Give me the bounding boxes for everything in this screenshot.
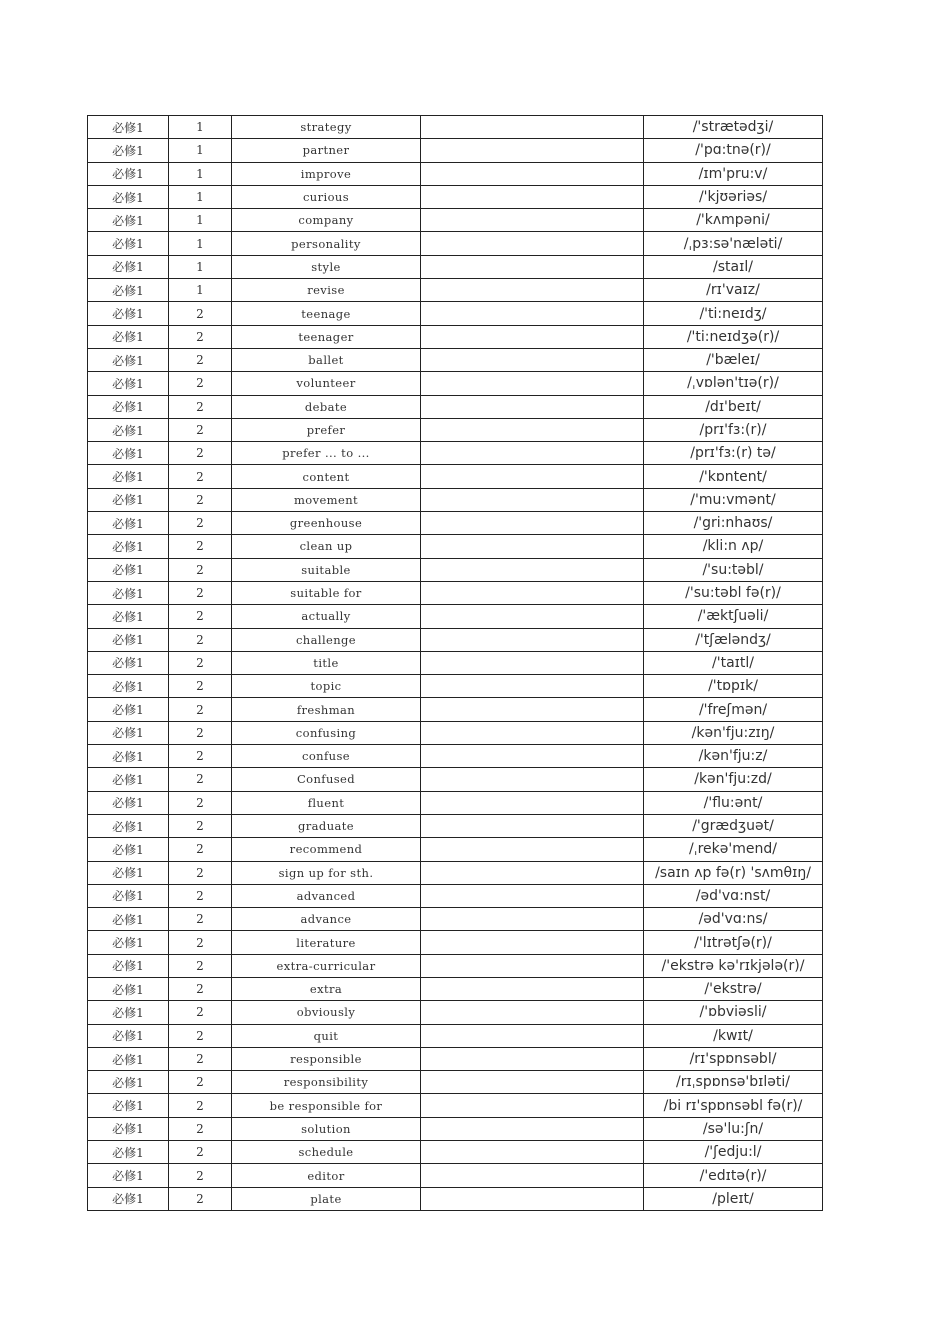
pronunciation-cell: /'tɒpɪk/ <box>644 675 823 698</box>
unit-cell: 2 <box>169 325 232 348</box>
table-row <box>88 1001 823 1024</box>
unit-cell: 2 <box>169 1164 232 1187</box>
table-row <box>88 139 823 162</box>
meaning-cell <box>421 1094 644 1117</box>
table-row <box>88 814 823 837</box>
unit-cell: 1 <box>169 279 232 302</box>
vocabulary-table-body <box>88 116 823 1211</box>
table-row <box>88 954 823 977</box>
textbook-cell: 必修1 <box>88 581 169 604</box>
unit-cell: 2 <box>169 698 232 721</box>
word-cell: debate <box>232 395 421 418</box>
meaning-cell <box>421 1024 644 1047</box>
unit-cell: 2 <box>169 1187 232 1210</box>
table-row <box>88 721 823 744</box>
meaning-cell <box>421 348 644 371</box>
table-row <box>88 512 823 535</box>
pronunciation-cell: /'kjʊəriəs/ <box>644 185 823 208</box>
table-row <box>88 488 823 511</box>
pronunciation-cell: /'pɑ:tnə(r)/ <box>644 139 823 162</box>
textbook-cell: 必修1 <box>88 954 169 977</box>
table-row <box>88 605 823 628</box>
meaning-cell <box>421 628 644 651</box>
unit-cell: 1 <box>169 232 232 255</box>
unit-cell: 2 <box>169 768 232 791</box>
unit-cell: 2 <box>169 745 232 768</box>
meaning-cell <box>421 1141 644 1164</box>
textbook-cell: 必修1 <box>88 488 169 511</box>
meaning-cell <box>421 232 644 255</box>
unit-cell: 2 <box>169 791 232 814</box>
pronunciation-cell: /prɪ'fɜ:(r)/ <box>644 418 823 441</box>
table-row <box>88 162 823 185</box>
meaning-cell <box>421 581 644 604</box>
meaning-cell <box>421 279 644 302</box>
textbook-cell: 必修1 <box>88 465 169 488</box>
table-row <box>88 1094 823 1117</box>
meaning-cell <box>421 372 644 395</box>
meaning-cell <box>421 302 644 325</box>
word-cell: actually <box>232 605 421 628</box>
word-cell: greenhouse <box>232 512 421 535</box>
unit-cell: 1 <box>169 255 232 278</box>
word-cell: style <box>232 255 421 278</box>
pronunciation-cell: /kwɪt/ <box>644 1024 823 1047</box>
textbook-cell: 必修1 <box>88 745 169 768</box>
unit-cell: 2 <box>169 535 232 558</box>
pronunciation-cell: /kən'fju:zɪŋ/ <box>644 721 823 744</box>
meaning-cell <box>421 418 644 441</box>
word-cell: prefer ... to ... <box>232 442 421 465</box>
word-cell: sign up for sth. <box>232 861 421 884</box>
textbook-cell: 必修1 <box>88 418 169 441</box>
textbook-cell: 必修1 <box>88 116 169 139</box>
word-cell: graduate <box>232 814 421 837</box>
word-cell: solution <box>232 1117 421 1140</box>
meaning-cell <box>421 465 644 488</box>
unit-cell: 2 <box>169 675 232 698</box>
unit-cell: 2 <box>169 814 232 837</box>
textbook-cell: 必修1 <box>88 977 169 1000</box>
table-row <box>88 1117 823 1140</box>
word-cell: fluent <box>232 791 421 814</box>
table-row <box>88 1187 823 1210</box>
word-cell: ballet <box>232 348 421 371</box>
textbook-cell: 必修1 <box>88 325 169 348</box>
unit-cell: 2 <box>169 348 232 371</box>
pronunciation-cell: /'gri:nhaʊs/ <box>644 512 823 535</box>
meaning-cell <box>421 1117 644 1140</box>
unit-cell: 2 <box>169 395 232 418</box>
unit-cell: 2 <box>169 908 232 931</box>
word-cell: prefer <box>232 418 421 441</box>
unit-cell: 2 <box>169 605 232 628</box>
word-cell: improve <box>232 162 421 185</box>
unit-cell: 2 <box>169 931 232 954</box>
word-cell: confuse <box>232 745 421 768</box>
unit-cell: 2 <box>169 372 232 395</box>
word-cell: clean up <box>232 535 421 558</box>
textbook-cell: 必修1 <box>88 1094 169 1117</box>
textbook-cell: 必修1 <box>88 372 169 395</box>
pronunciation-cell: /rɪˌspɒnsə'bɪləti/ <box>644 1071 823 1094</box>
textbook-cell: 必修1 <box>88 675 169 698</box>
table-row <box>88 861 823 884</box>
textbook-cell: 必修1 <box>88 698 169 721</box>
unit-cell: 2 <box>169 721 232 744</box>
word-cell: extra-curricular <box>232 954 421 977</box>
textbook-cell: 必修1 <box>88 185 169 208</box>
unit-cell: 2 <box>169 558 232 581</box>
meaning-cell <box>421 1071 644 1094</box>
table-row <box>88 535 823 558</box>
pronunciation-cell: /əd'vɑ:ns/ <box>644 908 823 931</box>
textbook-cell: 必修1 <box>88 279 169 302</box>
table-row <box>88 1141 823 1164</box>
word-cell: teenager <box>232 325 421 348</box>
unit-cell: 2 <box>169 581 232 604</box>
pronunciation-cell: /'ɒbviəsli/ <box>644 1001 823 1024</box>
meaning-cell <box>421 1187 644 1210</box>
textbook-cell: 必修1 <box>88 931 169 954</box>
word-cell: advance <box>232 908 421 931</box>
table-row <box>88 395 823 418</box>
word-cell: schedule <box>232 1141 421 1164</box>
pronunciation-cell: /'lɪtrətʃə(r)/ <box>644 931 823 954</box>
pronunciation-cell: /bi rɪ'spɒnsəbl fə(r)/ <box>644 1094 823 1117</box>
textbook-cell: 必修1 <box>88 535 169 558</box>
word-cell: advanced <box>232 884 421 907</box>
unit-cell: 2 <box>169 1071 232 1094</box>
table-row <box>88 465 823 488</box>
unit-cell: 1 <box>169 185 232 208</box>
pronunciation-cell: /prɪ'fɜ:(r) tə/ <box>644 442 823 465</box>
textbook-cell: 必修1 <box>88 628 169 651</box>
table-row <box>88 908 823 931</box>
textbook-cell: 必修1 <box>88 1187 169 1210</box>
pronunciation-cell: /'taɪtl/ <box>644 651 823 674</box>
meaning-cell <box>421 1001 644 1024</box>
textbook-cell: 必修1 <box>88 162 169 185</box>
word-cell: partner <box>232 139 421 162</box>
table-row <box>88 1024 823 1047</box>
pronunciation-cell: /'ti:neɪdʒ/ <box>644 302 823 325</box>
unit-cell: 2 <box>169 838 232 861</box>
pronunciation-cell: /'ekstrə/ <box>644 977 823 1000</box>
meaning-cell <box>421 931 644 954</box>
meaning-cell <box>421 745 644 768</box>
meaning-cell <box>421 977 644 1000</box>
word-cell: company <box>232 209 421 232</box>
unit-cell: 2 <box>169 1141 232 1164</box>
textbook-cell: 必修1 <box>88 1117 169 1140</box>
pronunciation-cell: /'grædʒuət/ <box>644 814 823 837</box>
meaning-cell <box>421 139 644 162</box>
unit-cell: 2 <box>169 628 232 651</box>
pronunciation-cell: /kli:n ʌp/ <box>644 535 823 558</box>
table-row <box>88 372 823 395</box>
pronunciation-cell: /'mu:vmənt/ <box>644 488 823 511</box>
meaning-cell <box>421 442 644 465</box>
textbook-cell: 必修1 <box>88 651 169 674</box>
meaning-cell <box>421 908 644 931</box>
textbook-cell: 必修1 <box>88 1001 169 1024</box>
word-cell: curious <box>232 185 421 208</box>
pronunciation-cell: /'su:təbl fə(r)/ <box>644 581 823 604</box>
pronunciation-cell: /'tʃæləndʒ/ <box>644 628 823 651</box>
word-cell: suitable for <box>232 581 421 604</box>
meaning-cell <box>421 1047 644 1070</box>
pronunciation-cell: /əd'vɑ:nst/ <box>644 884 823 907</box>
pronunciation-cell: /dɪ'beɪt/ <box>644 395 823 418</box>
word-cell: volunteer <box>232 372 421 395</box>
table-row <box>88 768 823 791</box>
unit-cell: 2 <box>169 651 232 674</box>
meaning-cell <box>421 535 644 558</box>
meaning-cell <box>421 325 644 348</box>
word-cell: freshman <box>232 698 421 721</box>
textbook-cell: 必修1 <box>88 558 169 581</box>
table-row <box>88 581 823 604</box>
table-row <box>88 209 823 232</box>
word-cell: responsible <box>232 1047 421 1070</box>
meaning-cell <box>421 605 644 628</box>
meaning-cell <box>421 791 644 814</box>
pronunciation-cell: /'kʌmpəni/ <box>644 209 823 232</box>
table-row <box>88 325 823 348</box>
pronunciation-cell: /'kɒntent/ <box>644 465 823 488</box>
meaning-cell <box>421 954 644 977</box>
meaning-cell <box>421 838 644 861</box>
pronunciation-cell: /saɪn ʌp fə(r) 'sʌmθɪŋ/ <box>644 861 823 884</box>
textbook-cell: 必修1 <box>88 209 169 232</box>
table-row <box>88 255 823 278</box>
table-row <box>88 232 823 255</box>
meaning-cell <box>421 185 644 208</box>
table-row <box>88 185 823 208</box>
word-cell: strategy <box>232 116 421 139</box>
textbook-cell: 必修1 <box>88 1141 169 1164</box>
pronunciation-cell: /ɪm'pru:v/ <box>644 162 823 185</box>
table-row <box>88 348 823 371</box>
textbook-cell: 必修1 <box>88 884 169 907</box>
table-row <box>88 884 823 907</box>
pronunciation-cell: /'flu:ənt/ <box>644 791 823 814</box>
unit-cell: 2 <box>169 442 232 465</box>
textbook-cell: 必修1 <box>88 348 169 371</box>
textbook-cell: 必修1 <box>88 605 169 628</box>
word-cell: recommend <box>232 838 421 861</box>
textbook-cell: 必修1 <box>88 908 169 931</box>
table-row <box>88 977 823 1000</box>
unit-cell: 2 <box>169 465 232 488</box>
word-cell: challenge <box>232 628 421 651</box>
textbook-cell: 必修1 <box>88 255 169 278</box>
pronunciation-cell: /kən'fju:z/ <box>644 745 823 768</box>
textbook-cell: 必修1 <box>88 139 169 162</box>
unit-cell: 2 <box>169 1047 232 1070</box>
table-row <box>88 442 823 465</box>
vocabulary-table <box>87 115 823 1211</box>
word-cell: editor <box>232 1164 421 1187</box>
meaning-cell <box>421 162 644 185</box>
table-row <box>88 558 823 581</box>
word-cell: obviously <box>232 1001 421 1024</box>
table-row <box>88 931 823 954</box>
textbook-cell: 必修1 <box>88 1024 169 1047</box>
unit-cell: 2 <box>169 512 232 535</box>
textbook-cell: 必修1 <box>88 791 169 814</box>
table-row <box>88 279 823 302</box>
meaning-cell <box>421 558 644 581</box>
table-row <box>88 1047 823 1070</box>
word-cell: be responsible for <box>232 1094 421 1117</box>
word-cell: title <box>232 651 421 674</box>
unit-cell: 2 <box>169 884 232 907</box>
meaning-cell <box>421 884 644 907</box>
word-cell: content <box>232 465 421 488</box>
unit-cell: 1 <box>169 116 232 139</box>
table-row <box>88 1164 823 1187</box>
pronunciation-cell: /ˌrekə'mend/ <box>644 838 823 861</box>
pronunciation-cell: /kən'fju:zd/ <box>644 768 823 791</box>
meaning-cell <box>421 675 644 698</box>
unit-cell: 2 <box>169 861 232 884</box>
table-row <box>88 418 823 441</box>
pronunciation-cell: /'edɪtə(r)/ <box>644 1164 823 1187</box>
table-row <box>88 116 823 139</box>
meaning-cell <box>421 255 644 278</box>
pronunciation-cell: /ˌvɒlən'tɪə(r)/ <box>644 372 823 395</box>
pronunciation-cell: /'su:təbl/ <box>644 558 823 581</box>
word-cell: personality <box>232 232 421 255</box>
textbook-cell: 必修1 <box>88 1047 169 1070</box>
unit-cell: 2 <box>169 488 232 511</box>
textbook-cell: 必修1 <box>88 768 169 791</box>
meaning-cell <box>421 209 644 232</box>
unit-cell: 2 <box>169 302 232 325</box>
word-cell: literature <box>232 931 421 954</box>
meaning-cell <box>421 698 644 721</box>
table-row <box>88 791 823 814</box>
meaning-cell <box>421 512 644 535</box>
unit-cell: 2 <box>169 954 232 977</box>
word-cell: Confused <box>232 768 421 791</box>
pronunciation-cell: /sə'lu:ʃn/ <box>644 1117 823 1140</box>
unit-cell: 1 <box>169 209 232 232</box>
meaning-cell <box>421 651 644 674</box>
pronunciation-cell: /'ʃedju:l/ <box>644 1141 823 1164</box>
table-row <box>88 1071 823 1094</box>
vocabulary-sheet <box>87 115 823 1211</box>
textbook-cell: 必修1 <box>88 512 169 535</box>
meaning-cell <box>421 814 644 837</box>
pronunciation-cell: /'ekstrə kə'rɪkjələ(r)/ <box>644 954 823 977</box>
meaning-cell <box>421 116 644 139</box>
pronunciation-cell: /'æktʃuəli/ <box>644 605 823 628</box>
table-row <box>88 838 823 861</box>
meaning-cell <box>421 721 644 744</box>
unit-cell: 2 <box>169 977 232 1000</box>
word-cell: confusing <box>232 721 421 744</box>
table-row <box>88 628 823 651</box>
textbook-cell: 必修1 <box>88 721 169 744</box>
textbook-cell: 必修1 <box>88 302 169 325</box>
word-cell: responsibility <box>232 1071 421 1094</box>
pronunciation-cell: /rɪ'spɒnsəbl/ <box>644 1047 823 1070</box>
meaning-cell <box>421 861 644 884</box>
unit-cell: 2 <box>169 1094 232 1117</box>
textbook-cell: 必修1 <box>88 442 169 465</box>
word-cell: topic <box>232 675 421 698</box>
meaning-cell <box>421 1164 644 1187</box>
textbook-cell: 必修1 <box>88 814 169 837</box>
table-row <box>88 698 823 721</box>
word-cell: revise <box>232 279 421 302</box>
pronunciation-cell: /'bæleɪ/ <box>644 348 823 371</box>
table-row <box>88 651 823 674</box>
meaning-cell <box>421 488 644 511</box>
textbook-cell: 必修1 <box>88 232 169 255</box>
table-row <box>88 745 823 768</box>
pronunciation-cell: /'freʃmən/ <box>644 698 823 721</box>
textbook-cell: 必修1 <box>88 395 169 418</box>
unit-cell: 1 <box>169 139 232 162</box>
word-cell: quit <box>232 1024 421 1047</box>
pronunciation-cell: /'strætədʒi/ <box>644 116 823 139</box>
meaning-cell <box>421 395 644 418</box>
meaning-cell <box>421 768 644 791</box>
unit-cell: 2 <box>169 1001 232 1024</box>
pronunciation-cell: /pleɪt/ <box>644 1187 823 1210</box>
unit-cell: 1 <box>169 162 232 185</box>
word-cell: extra <box>232 977 421 1000</box>
unit-cell: 2 <box>169 1024 232 1047</box>
table-row <box>88 302 823 325</box>
table-row <box>88 675 823 698</box>
textbook-cell: 必修1 <box>88 838 169 861</box>
word-cell: plate <box>232 1187 421 1210</box>
textbook-cell: 必修1 <box>88 1164 169 1187</box>
pronunciation-cell: /ˌpɜ:sə'næləti/ <box>644 232 823 255</box>
pronunciation-cell: /staɪl/ <box>644 255 823 278</box>
pronunciation-cell: /'ti:neɪdʒə(r)/ <box>644 325 823 348</box>
unit-cell: 2 <box>169 1117 232 1140</box>
word-cell: movement <box>232 488 421 511</box>
word-cell: suitable <box>232 558 421 581</box>
word-cell: teenage <box>232 302 421 325</box>
unit-cell: 2 <box>169 418 232 441</box>
textbook-cell: 必修1 <box>88 861 169 884</box>
pronunciation-cell: /rɪ'vaɪz/ <box>644 279 823 302</box>
textbook-cell: 必修1 <box>88 1071 169 1094</box>
